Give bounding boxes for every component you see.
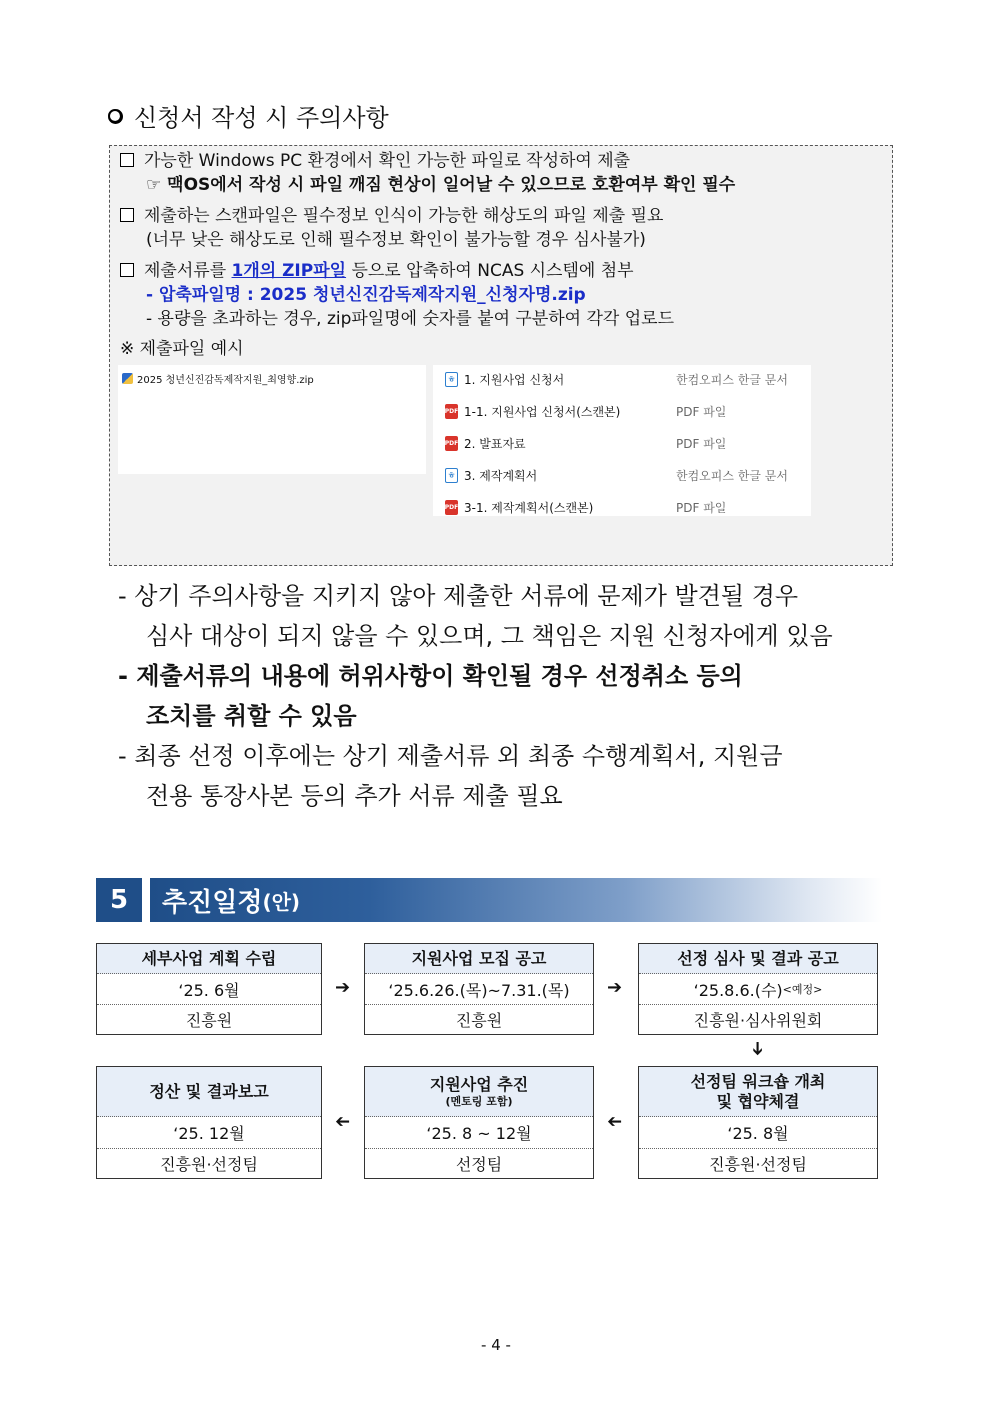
file-list-item — [445, 371, 564, 388]
checkbox-square-icon — [120, 208, 134, 222]
file-type: 한컴오피스 한글 문서 — [676, 469, 788, 483]
bullet-line-5: - 최종 선정 이후에는 상기 제출서류 외 최종 수행계획서, 지원금 — [118, 742, 783, 770]
file-name: 2. 발표자료 — [464, 437, 526, 451]
file-list-item — [445, 467, 537, 484]
notice-box — [109, 145, 893, 566]
section-heading — [108, 98, 389, 133]
file-list-item — [445, 403, 620, 420]
heading-text: 신청서 작성 시 주의사항 — [134, 104, 389, 132]
circle-bullet-icon — [108, 109, 122, 123]
file-name: 3. 제작계획서 — [464, 469, 538, 483]
bullet-line-3: - 제출서류의 내용에 허위사항이 확인될 경우 선정취소 등의 — [118, 662, 743, 690]
section-title: 추진일정 (안) — [150, 878, 882, 922]
file-type: PDF 파일 — [676, 501, 727, 515]
checkbox-square-icon — [120, 263, 134, 277]
note-line-2-sub: (너무 낮은 해상도로 인해 필수정보 확인이 불가능할 경우 심사불가) — [146, 230, 646, 250]
arrow-down-icon: ➔ — [747, 1040, 769, 1057]
file-list-item — [445, 499, 593, 516]
file-type: 한컴오피스 한글 문서 — [676, 373, 788, 387]
section-bar — [96, 878, 882, 922]
note-line-3-sub2: - 용량을 초과하는 경우, zip파일명에 숫자를 붙여 구분하여 각각 업로드 — [146, 309, 675, 329]
bullet-line-4: 조치를 취할 수 있음 — [146, 702, 357, 730]
arrow-left-icon: ➔ — [335, 1111, 351, 1132]
bullet-line-6: 전용 통장사본 등의 추가 서류 제출 필요 — [146, 782, 563, 810]
file-list-panel — [433, 365, 811, 516]
bullet-line-2: 심사 대상이 되지 않을 수 있으며, 그 책임은 지원 신청자에게 있음 — [146, 622, 833, 650]
note-line-2: 제출하는 스캔파일은 필수정보 인식이 가능한 해상도의 파일 제출 필요 — [120, 205, 663, 227]
checkbox-square-icon — [120, 153, 134, 167]
schedule-step-1: 세부사업 계획 수립 ‘25. 6월 진흥원 — [96, 943, 322, 1035]
schedule-step-6: 정산 및 결과보고 ‘25. 12월 진흥원·선정팀 — [96, 1066, 322, 1179]
file-list-item — [445, 435, 526, 452]
file-name: 1. 지원사업 신청서 — [464, 373, 565, 387]
zip-archive-icon — [122, 373, 133, 384]
file-type: PDF 파일 — [676, 405, 727, 419]
section-number: 5 — [96, 878, 142, 922]
note-line-1-sub: ☞ 맥OS에서 작성 시 파일 깨짐 현상이 일어날 수 있으므로 호환여부 확인 필수 — [146, 175, 736, 195]
zip-emphasis: 1개의 ZIP파일 — [231, 261, 347, 281]
zip-file-item: 2025 청년신진감독제작지원_최영향.zip — [122, 371, 314, 386]
zip-file-panel — [118, 365, 426, 474]
hwp-icon: ㅎ — [445, 372, 458, 387]
page-number: - 4 - — [481, 1336, 511, 1354]
arrow-right-icon: ➔ — [335, 977, 351, 998]
schedule-step-5: 지원사업 추진 (멘토링 포함) ‘25. 8 ~ 12월 선정팀 — [364, 1066, 594, 1179]
schedule-step-2: 지원사업 모집 공고 ‘25.6.26.(목)~7.31.(목) 진흥원 — [364, 943, 594, 1035]
bullet-line-1: - 상기 주의사항을 지키지 않아 제출한 서류에 문제가 발견될 경우 — [118, 582, 799, 610]
note-line-3: 제출서류를 1개의 ZIP파일 등으로 압축하여 NCAS 시스템에 첨부 — [120, 260, 634, 282]
arrow-left-icon: ➔ — [607, 1111, 623, 1132]
pdf-icon: PDF — [445, 500, 458, 515]
schedule-step-3: 선정 심사 및 결과 공고 ‘25.8.6.(수) <예정> 진흥원·심사위원회 — [638, 943, 878, 1035]
note-line-1: 가능한 Windows PC 환경에서 확인 가능한 파일로 작성하여 제출 — [120, 150, 630, 172]
file-type: PDF 파일 — [676, 437, 727, 451]
schedule-step-4: 선정팀 워크숍 개최 및 협약체결 ‘25. 8월 진흥원·선정팀 — [638, 1066, 878, 1179]
example-label: ※ 제출파일 예시 — [120, 339, 244, 359]
pdf-icon: PDF — [445, 404, 458, 419]
file-name: 1-1. 지원사업 신청서(스캔본) — [464, 405, 621, 419]
arrow-right-icon: ➔ — [607, 977, 623, 998]
zip-filename-rule: - 압축파일명 : 2025 청년신진감독제작지원_신청자명.zip — [146, 285, 586, 305]
file-name: 3-1. 제작계획서(스캔본) — [464, 501, 594, 515]
pdf-icon: PDF — [445, 436, 458, 451]
hwp-icon: ㅎ — [445, 468, 458, 483]
